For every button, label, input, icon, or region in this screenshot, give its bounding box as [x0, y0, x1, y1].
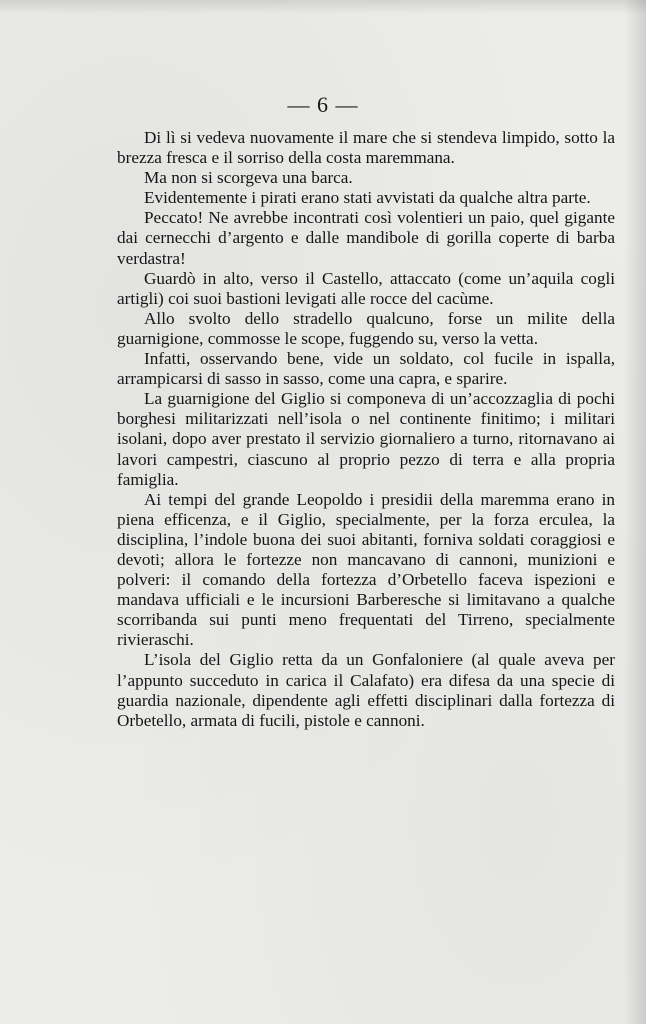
- page-edge-shadow: [624, 0, 646, 1024]
- paragraph-7: Infatti, osservando bene, vide un soldato, col fucile in ispalla, arrampicarsi di sasso in sasso, come una capra, e sparire.: [117, 349, 615, 389]
- paragraph-9: Ai tempi del grande Leopoldo i presidii della maremma erano in piena efficenza, e il Giglio, specialmente, per la forza erculea, la disciplina, l’indole buona dei suoi abitanti, forniva soldati coraggiosi e devoti; allora le fortezze non mancavano di cannoni, munizioni e polveri: il comando della fortezza d’Orbetello faceva ispezioni e mandava ufficiali e le incursioni Barberesche si limitavano a qualche scorribanda sui punti meno frequentati del Tirreno, specialmente rivieraschi.: [117, 489, 615, 650]
- paragraph-8: La guarnigione del Giglio si componeva di un’accozzaglia di pochi borghesi militarizzati nell’isola o nel continente finitimo; i militari isolani, dopo aver prestato il servizio giornaliero a turno, ritornavano ai lavori campestri, ciascuno al proprio pezzo di terra e alla propria famiglia.: [117, 389, 615, 489]
- page-number: — 6 —: [287, 92, 359, 117]
- paragraph-2: Ma non si scorgeva una barca.: [144, 168, 353, 188]
- paragraph-5: Guardò in alto, verso il Castello, attaccato (come un’aquila cogli artigli) coi suoi bastioni levigati alle rocce del cacùme.: [117, 268, 615, 308]
- body-text: [117, 128, 615, 731]
- paragraph-1: Di lì si vedeva nuovamente il mare che si stendeva limpido, sotto la brezza fresca e il sorriso della costa maremmana.: [117, 128, 615, 168]
- page-top-shadow: [0, 0, 646, 14]
- paragraph-6: Allo svolto dello stradello qualcuno, forse un milite della guarnigione, commosse le scope, fuggendo su, verso la vetta.: [117, 308, 615, 348]
- paragraph-4: Peccato! Ne avrebbe incontrati così volentieri un paio, quel gigante dai cernecchi d’argento e dalle mandibole di gorilla coperte di barba verdastra!: [117, 208, 615, 268]
- paragraph-10: L’isola del Giglio retta da un Gonfaloniere (al quale aveva per l’appunto succeduto in carica il Calafato) era difesa da una specie di guardia nazionale, dipendente agli effetti disciplinari dalla fortezza di Orbetello, armata di fucili, pistole e cannoni.: [117, 650, 615, 730]
- paragraph-3: Evidentemente i pirati erano stati avvistati da qualche altra parte.: [144, 188, 591, 208]
